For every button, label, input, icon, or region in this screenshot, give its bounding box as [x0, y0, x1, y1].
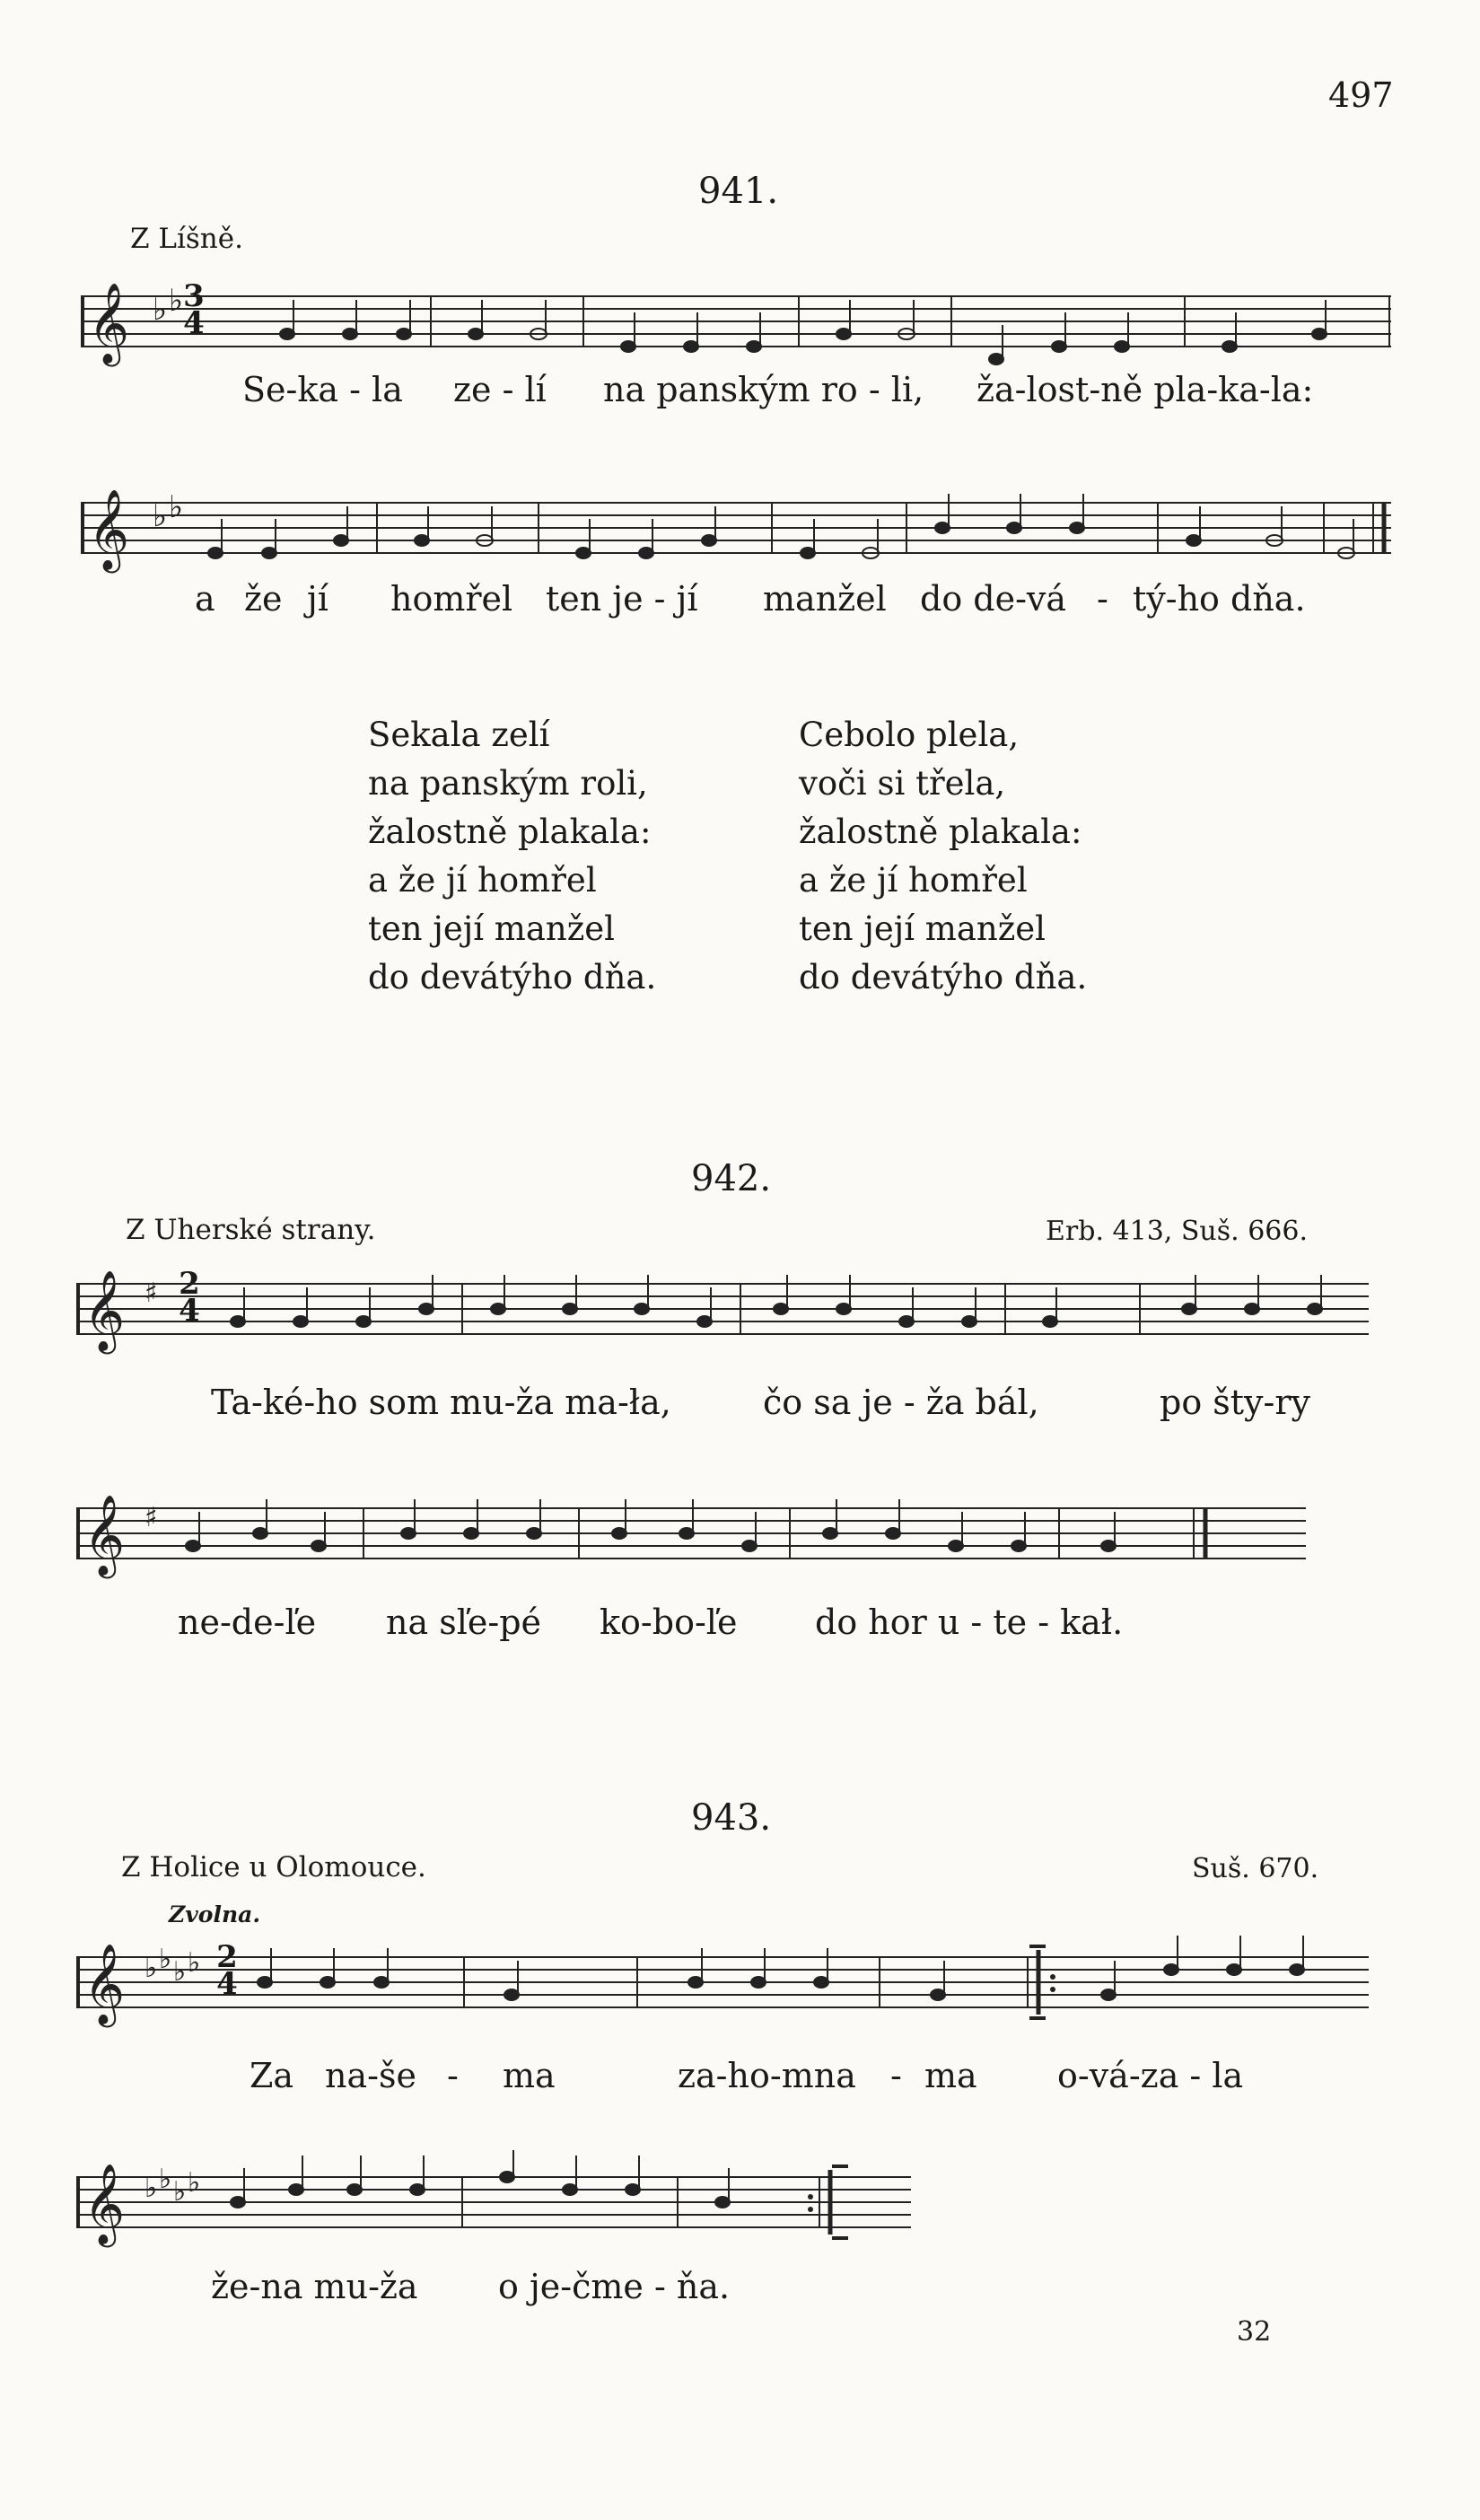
lyric-syllable: homřel	[390, 579, 513, 619]
music-staff-943-line-2	[76, 2150, 974, 2267]
time-signature-top: 3	[183, 278, 205, 314]
time-signature-bottom: 4	[179, 1293, 200, 1329]
svg-text:𝄞: 𝄞	[83, 1270, 126, 1351]
lyric-syllable: -	[447, 2056, 459, 2095]
svg-text:♭: ♭	[153, 292, 168, 328]
svg-text:♭: ♭	[173, 1956, 187, 1988]
song-number-941: 941.	[698, 171, 779, 212]
verse-column-2	[799, 711, 1087, 1002]
song-reference-942: Erb. 413, Suš. 666.	[1046, 1216, 1308, 1247]
lyric-syllable: ža-lost-ně pla-ka-la:	[976, 370, 1314, 409]
svg-text:♭: ♭	[144, 2173, 158, 2204]
verse-line: ten její manžel	[799, 909, 1046, 948]
svg-text:𝄞: 𝄞	[88, 283, 130, 364]
music-staff-941-line-2	[81, 476, 1400, 593]
lyric-syllable: ko-bo-ľe	[600, 1602, 738, 1642]
lyric-syllable: za-ho-mna	[678, 2056, 856, 2095]
song-origin-941: Z Líšně.	[130, 223, 243, 255]
music-staff-943-line-1	[76, 1930, 1396, 2047]
svg-text:♭: ♭	[153, 498, 168, 534]
song-reference-943: Suš. 670.	[1192, 1853, 1319, 1884]
lyric-syllable: o je-čme - ňa.	[498, 2267, 731, 2306]
music-staff-942-line-2	[76, 1481, 1396, 1598]
verse-line: žalostně plakala:	[368, 812, 652, 851]
lyric-syllable: že	[244, 579, 283, 619]
svg-text:♯: ♯	[144, 1278, 158, 1309]
song-number-943: 943.	[691, 1797, 772, 1839]
time-signature-top: 2	[179, 1266, 200, 1302]
verse-line: Sekala zelí	[368, 716, 550, 754]
svg-text:♯: ♯	[144, 1502, 158, 1533]
lyric-syllable: -	[1097, 579, 1108, 619]
svg-text:♭: ♭	[173, 2176, 187, 2208]
verse-line: a že jí homřel	[368, 861, 597, 900]
svg-text:♭: ♭	[188, 2167, 201, 2199]
verse-line: voči si třela,	[799, 764, 1006, 803]
verse-line: žalostně plakala:	[799, 812, 1082, 851]
svg-text:♭: ♭	[169, 283, 184, 319]
lyric-syllable: na panským ro - li,	[603, 370, 924, 409]
lyric-syllable: Ta-ké-ho som mu-ža ma-ła,	[211, 1383, 671, 1422]
lyric-syllable: ze - lí	[453, 370, 547, 409]
svg-text:𝄞: 𝄞	[88, 489, 130, 570]
tempo-marking: Zvolna.	[169, 1901, 261, 1927]
lyric-syllable: čo sa je - ža bál,	[763, 1383, 1039, 1422]
time-signature-943	[215, 1939, 239, 2002]
verse-line: na panským roli,	[368, 764, 648, 803]
lyric-syllable: ne-de-ľe	[178, 1602, 317, 1642]
lyric-syllable: že-na mu-ža	[211, 2267, 418, 2306]
page-number: 497	[1328, 75, 1394, 115]
lyric-syllable: jí	[307, 579, 328, 619]
verse-line: do devátýho dňa.	[799, 958, 1088, 997]
music-staff-942-line-1	[76, 1257, 1396, 1374]
lyric-syllable: Se-ka - la	[242, 370, 403, 409]
lyric-syllable: na sľe-pé	[386, 1602, 542, 1642]
lyric-syllable: Za	[250, 2056, 294, 2095]
music-staff-941-line-1	[81, 269, 1400, 386]
time-signature-942	[178, 1266, 201, 1329]
svg-text:𝄞: 𝄞	[83, 1495, 126, 1576]
lyric-syllable: ten je - jí	[546, 579, 698, 619]
verse-line: do devátýho dňa.	[368, 958, 657, 997]
lyric-syllable: do hor u - te - kał.	[815, 1602, 1124, 1642]
time-signature-bottom: 4	[216, 1966, 238, 2002]
song-number-942: 942.	[691, 1158, 772, 1199]
svg-text:♭: ♭	[144, 1953, 158, 1984]
song-origin-943: Z Holice u Olomouce.	[121, 1851, 426, 1883]
lyric-syllable: do de-vá	[920, 579, 1067, 619]
verse-column-1	[368, 711, 656, 1002]
signature-mark: 32	[1237, 2316, 1272, 2348]
time-signature-bottom: 4	[183, 305, 205, 341]
verse-line: ten její manžel	[368, 909, 615, 948]
svg-text:♭: ♭	[188, 1947, 201, 1979]
svg-text:♭: ♭	[159, 2164, 172, 2195]
verse-line: Cebolo plela,	[799, 716, 1020, 754]
verse-line: a že jí homřel	[799, 861, 1028, 900]
time-signature-top: 2	[216, 1939, 238, 1975]
lyric-syllable: po šty-ry	[1160, 1383, 1310, 1422]
lyric-syllable: ma	[924, 2056, 977, 2095]
lyric-syllable: -	[890, 2056, 902, 2095]
lyric-syllable: manžel	[763, 579, 887, 619]
lyric-syllable: o-vá-za - la	[1057, 2056, 1244, 2095]
lyric-syllable: a	[195, 579, 215, 619]
lyric-syllable: na-še	[325, 2056, 416, 2095]
svg-text:♭: ♭	[169, 489, 184, 525]
svg-text:𝄞: 𝄞	[83, 2164, 126, 2244]
svg-text:♭: ♭	[159, 1944, 172, 1975]
lyric-syllable: tý-ho dňa.	[1133, 579, 1306, 619]
svg-text:𝄞: 𝄞	[83, 1944, 126, 2024]
song-origin-942: Z Uherské strany.	[126, 1214, 376, 1246]
lyric-syllable: ma	[503, 2056, 556, 2095]
time-signature-941	[182, 278, 206, 341]
